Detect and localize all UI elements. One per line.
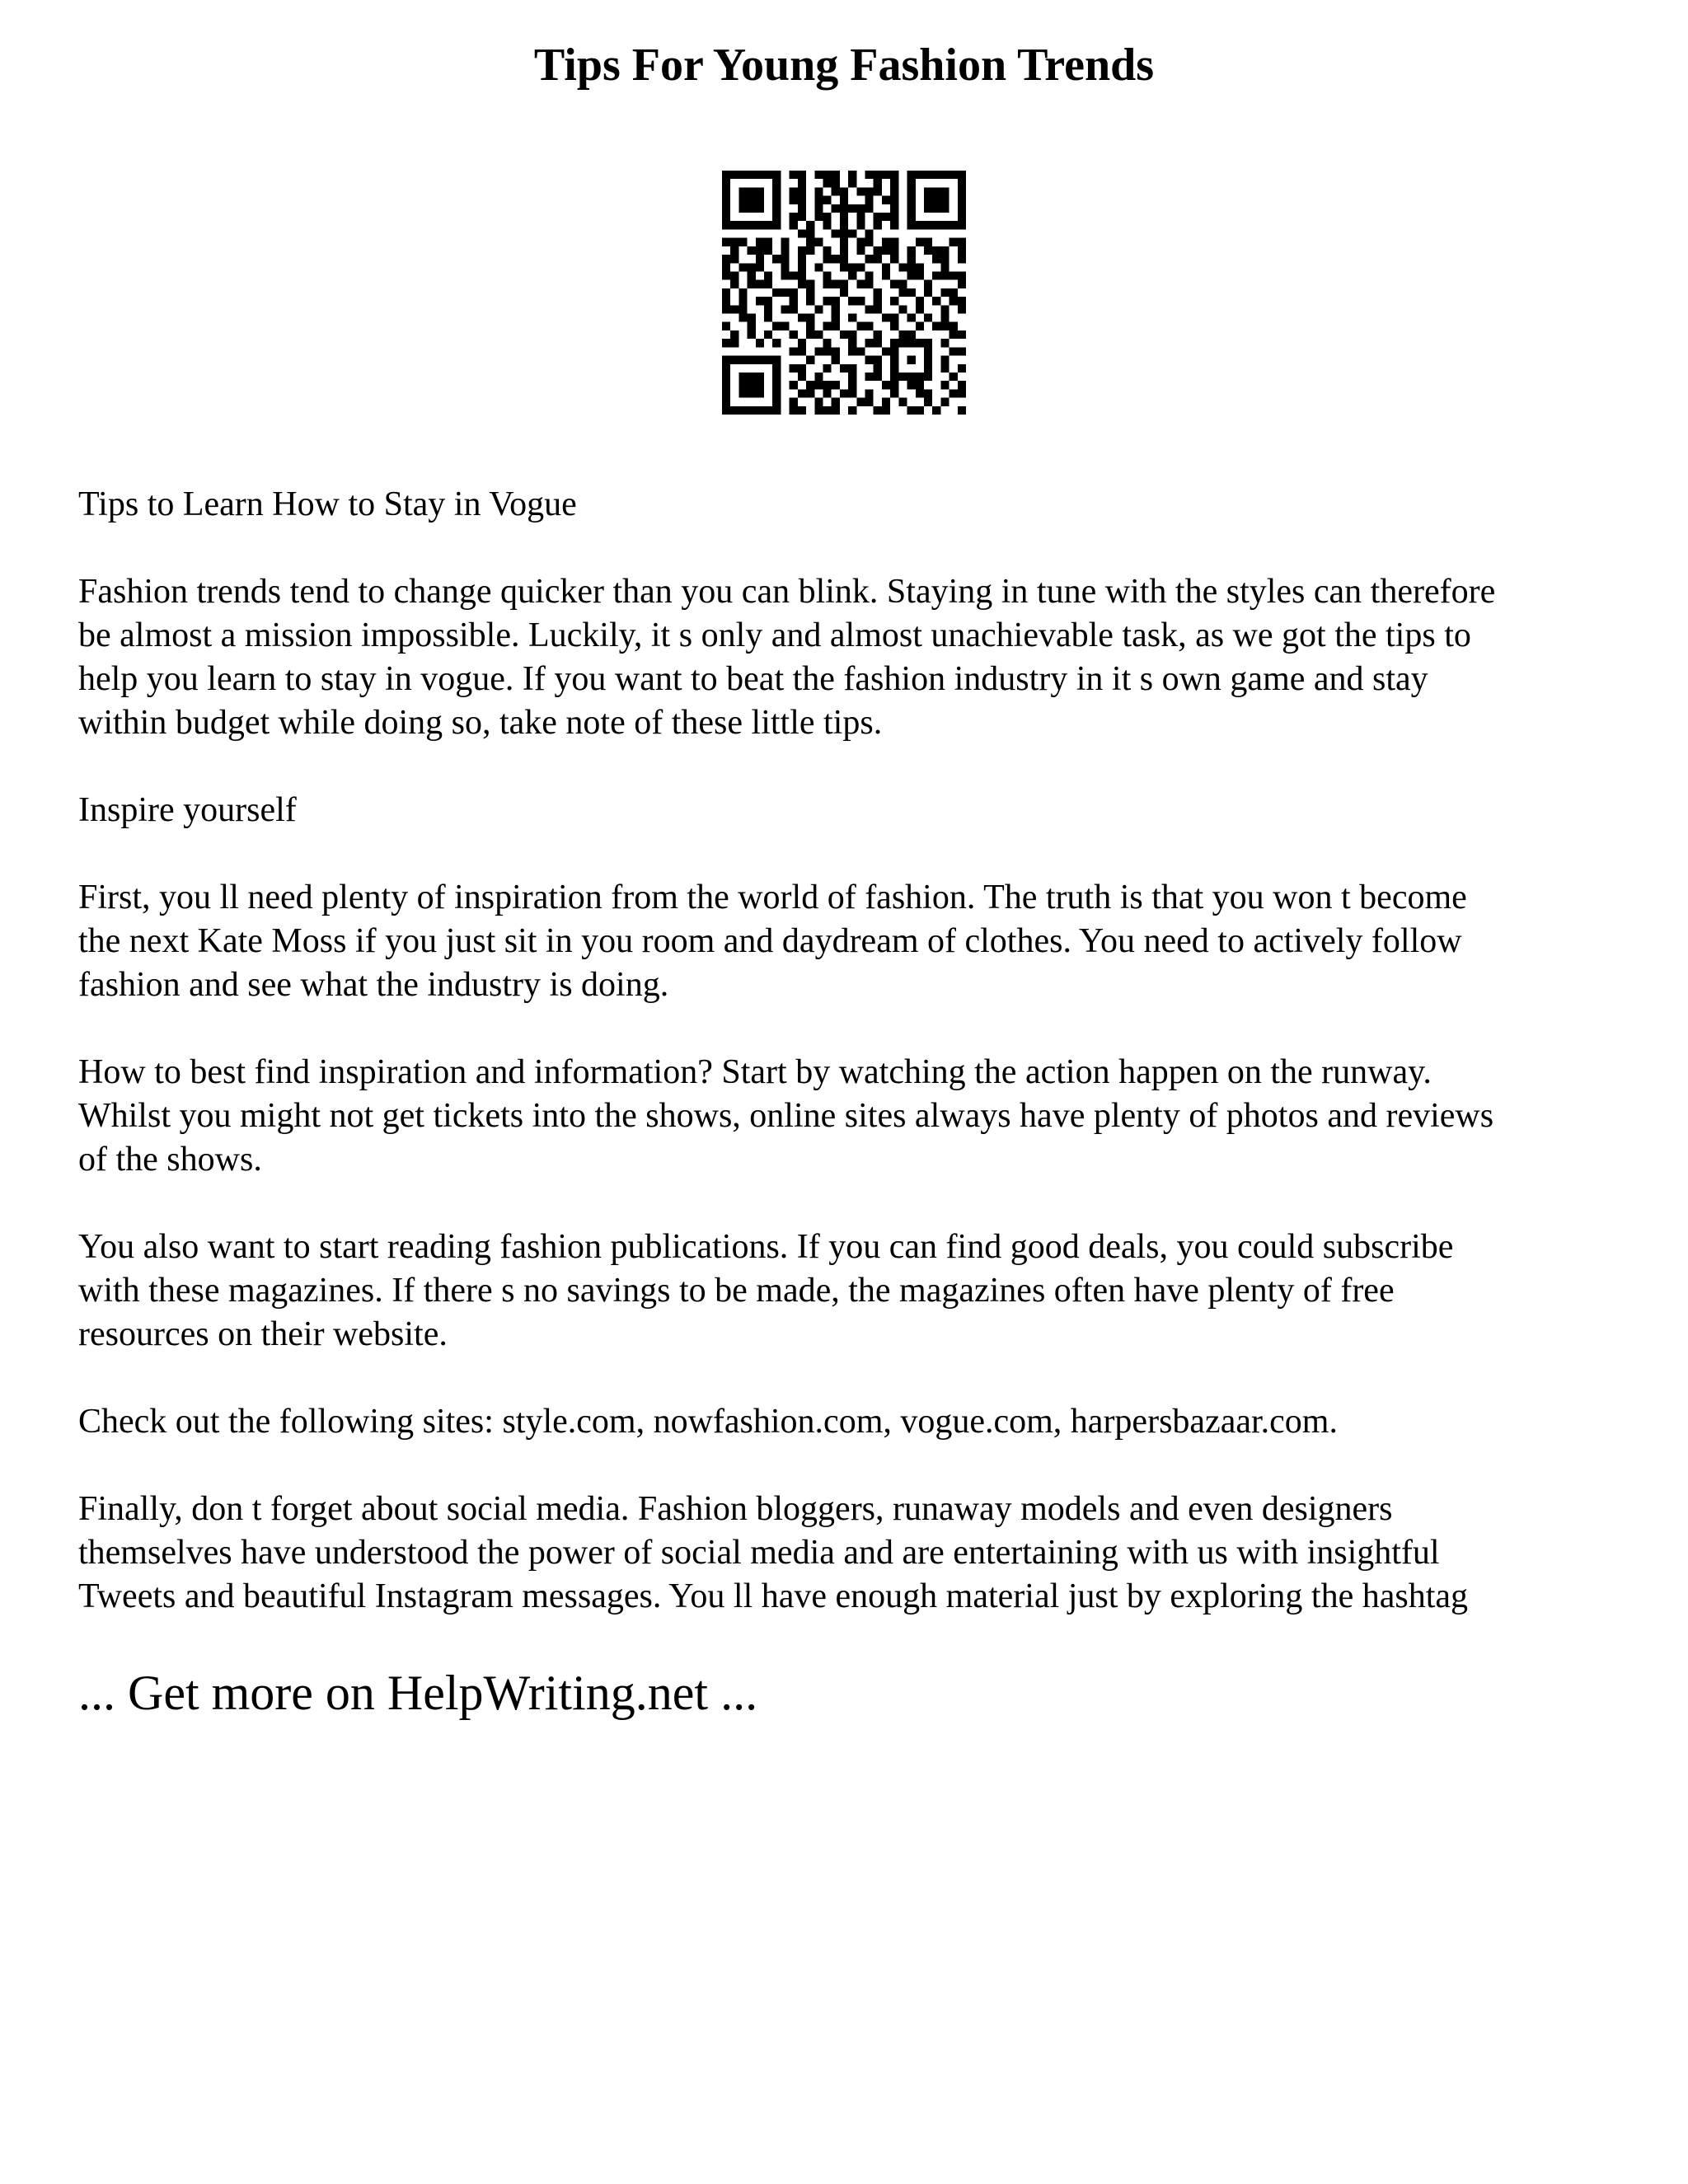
paragraph: Fashion trends tend to change quicker than you can blink. Staying in tune with the styles can therefore be almost a mission impossible. Luckily, it s only and almost unachievable task, as we got the tips to help you learn to stay in vogue. If you want to beat the fashion industry in it s own game and stay within budget while doing so, take note of these little tips. [78,573,1496,742]
paragraph: You also want to start reading fashion publications. If you can find good deals, you could subscribe with these magazines. If there s no savings to be made, the magazines often have plenty of free resources on their website. [78,1228,1454,1353]
get-more-link[interactable]: ... Get more on HelpWriting.net ... [78,1666,758,1720]
paragraph: How to best find inspiration and information? Start by watching the action happen on the runway. Whilst you might not get tickets into the shows, online sites always have plenty of photos and reviews of the shows. [78,1053,1494,1179]
paragraph: Check out the following sites: style.com, nowfashion.com, vogue.com, harpersbazaar.com. [78,1403,1338,1441]
document-body [78,483,1628,1619]
paragraph: First, you ll need plenty of inspiration from the world of fashion. The truth is that you won t become the next Kate Moss if you just sit in you room and daydream of clothes. You need to actively follow fashion and see what the industry is doing. [78,879,1467,1004]
section-heading: Inspire yourself [78,791,297,829]
document-title: Tips For Young Fashion Trends [533,40,1155,91]
section-heading: Tips to Learn How to Stay in Vogue [78,485,577,523]
paragraph: Finally, don t forget about social media. Fashion bloggers, runaway models and even designers themselves have understood the power of social media and are entertaining with us with insightful Tweets and beautiful Instagram messages. You ll have enough material just by exploring the hashtag [78,1490,1469,1615]
qr-code-icon [722,171,966,415]
